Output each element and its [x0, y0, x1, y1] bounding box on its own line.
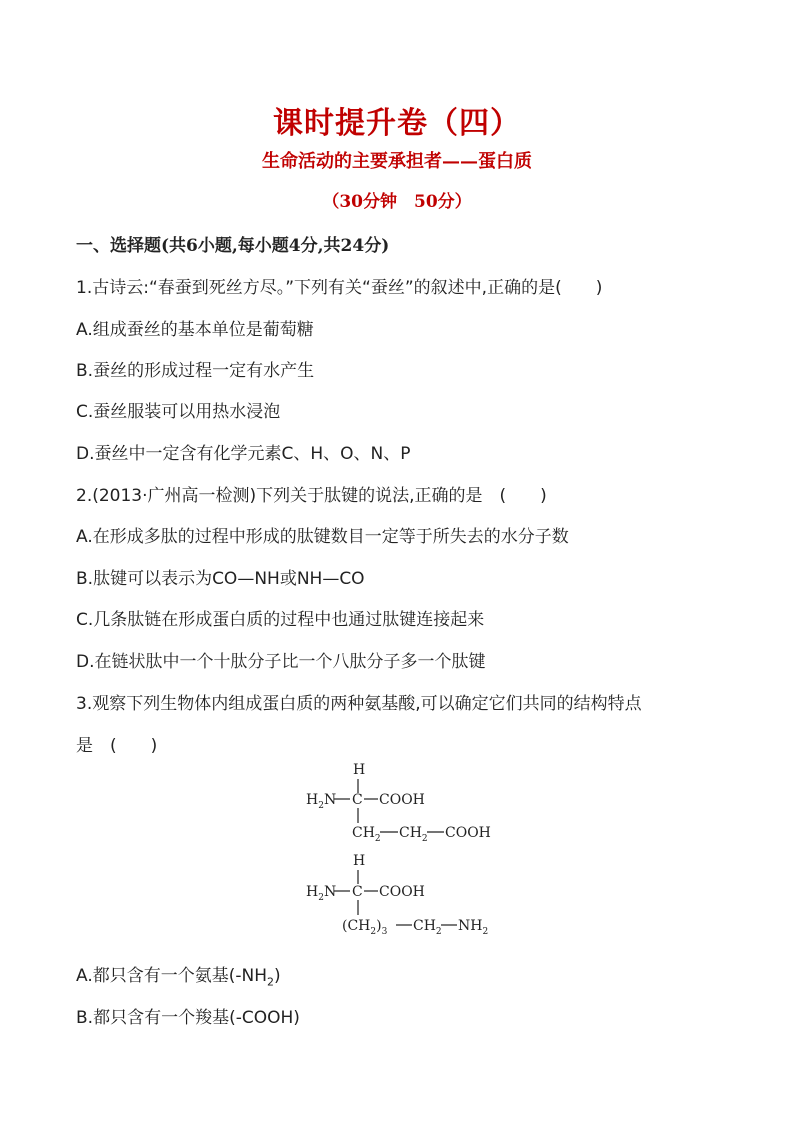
formula-1-amino-group: $H_2N$	[306, 792, 337, 811]
formula-2-carboxyl: COOH	[379, 884, 425, 900]
page-subtitle: 生命活动的主要承担者——蛋白质	[262, 151, 532, 172]
question-2-stem: 2.(2013·广州高一检测)下列关于肽键的说法,正确的是 ( )	[76, 486, 547, 506]
page-title: 课时提升卷（四）	[273, 106, 521, 141]
question-1-option-c: C.蚕丝服装可以用热水浸泡	[76, 402, 281, 422]
svg-text:CH2: $CH_2$	[399, 825, 428, 844]
question-2-option-a: A.在形成多肽的过程中形成的肽键数目一定等于所失去的水分子数	[76, 527, 569, 547]
question-1-option-d: D.蚕丝中一定含有化学元素C、H、O、N、P	[76, 444, 411, 464]
question-3-option-b: B.都只含有一个羧基(-COOH)	[76, 1008, 300, 1028]
formula-1-alpha-carbon: C	[352, 792, 363, 808]
formula-1-carboxyl: COOH	[379, 792, 425, 808]
formula-1-h: H	[353, 762, 366, 778]
question-2-option-c: C.几条肽链在形成蛋白质的过程中也通过肽键连接起来	[76, 610, 485, 630]
formula-2-h: H	[353, 853, 366, 869]
time-score-info: （30分钟 50分）	[322, 192, 472, 212]
question-1-option-a: A.组成蚕丝的基本单位是葡萄糖	[76, 320, 314, 340]
formula-2-amino-group: $H_2N$	[306, 884, 337, 903]
question-1-option-b: B.蚕丝的形成过程一定有水产生	[76, 361, 315, 381]
svg-text:CH2: $CH_2$	[413, 918, 442, 937]
section-heading: 一、选择题(共6小题,每小题4分,共24分)	[76, 236, 390, 256]
formula-1-side-carboxyl: COOH	[445, 825, 491, 841]
formula-2-side-chain: $(CH_2)_3$	[342, 918, 388, 937]
question-1-stem: 1.古诗云:“春蚕到死丝方尽。”下列有关“蚕丝”的叙述中,正确的是( )	[76, 278, 603, 298]
question-3-stem: 3.观察下列生物体内组成蛋白质的两种氨基酸,可以确定它们共同的结构特点	[76, 694, 642, 714]
formula-2-alpha-carbon: C	[352, 884, 363, 900]
question-2-option-b: B.肽键可以表示为CO—NH或NH—CO	[76, 569, 365, 589]
amino-acid-2-formula	[306, 853, 488, 937]
question-3-stem-continued: 是 ( )	[76, 736, 158, 756]
formula-2-terminal-amine: $NH_2$	[458, 918, 489, 937]
amino-acid-1-formula	[306, 762, 491, 844]
question-3-option-a: A.都只含有一个氨基$(-NH_2)$	[76, 966, 281, 989]
amino-acid-structures	[300, 760, 500, 949]
formula-1-side-chain: $CH_2$	[352, 825, 381, 844]
question-2-option-d: D.在链状肽中一个十肽分子比一个八肽分子多一个肽键	[76, 652, 486, 672]
